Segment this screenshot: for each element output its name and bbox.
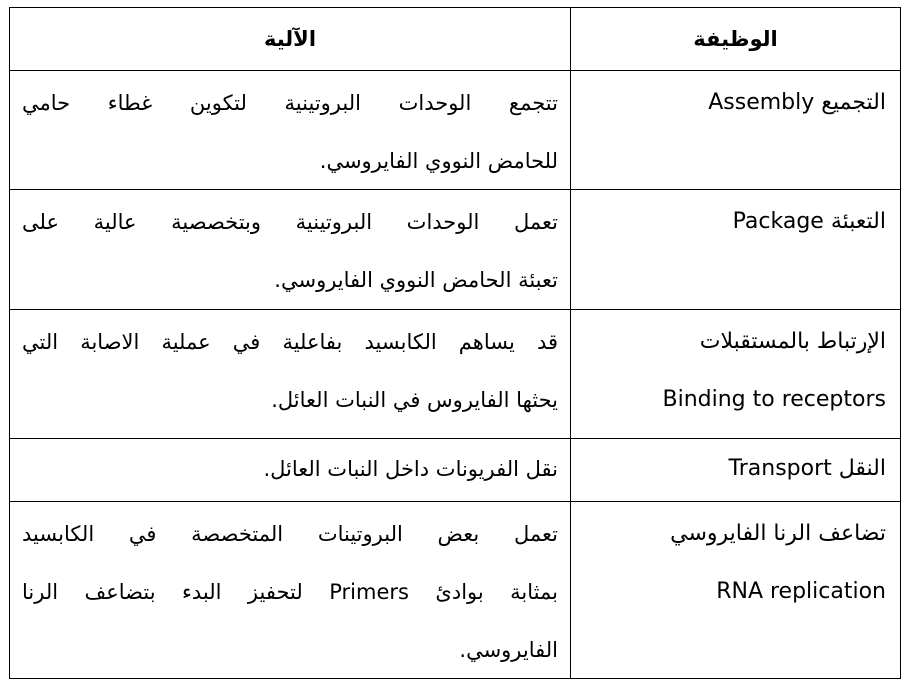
mechanism-text: تعبئة الحامض النووي الفايروسي. <box>274 268 558 292</box>
mechanism-cell <box>10 502 571 679</box>
function-cell <box>571 190 901 310</box>
function-mechanism-table <box>9 7 901 679</box>
header-mechanism: الآلية <box>10 8 571 71</box>
mechanism-cell <box>10 439 571 502</box>
function-text: التعبئة Package <box>732 209 886 234</box>
table-row <box>10 310 901 439</box>
function-text: التجميع Assembly <box>708 90 886 115</box>
header-row <box>10 8 901 71</box>
function-cell <box>571 71 901 190</box>
mechanism-cell <box>10 190 571 310</box>
header-function: الوظيفة <box>571 8 901 71</box>
function-text: النقل Transport <box>728 456 886 481</box>
table-row <box>10 439 901 502</box>
table-row <box>10 71 901 190</box>
mechanism-text: تعمل الوحدات البروتينية وبتخصصية عالية على <box>22 210 558 234</box>
mechanism-text: الفايروسي. <box>459 638 558 662</box>
mechanism-text: نقل الفريونات داخل النبات العائل. <box>263 457 558 481</box>
function-text-english: Binding to receptors <box>662 387 886 412</box>
table-row <box>10 190 901 310</box>
table-row <box>10 502 901 679</box>
function-text: تضاعف الرنا الفايروسي <box>670 521 886 546</box>
mechanism-text: يحثها الفايروس في النبات العائل. <box>271 388 558 412</box>
mechanism-cell <box>10 310 571 439</box>
mechanism-text: للحامض النووي الفايروسي. <box>319 149 558 173</box>
function-text: الإرتباط بالمستقبلات <box>699 329 886 354</box>
mechanism-text: تعمل بعض البروتينات المتخصصة في الكابسيد <box>22 522 558 546</box>
function-cell <box>571 310 901 439</box>
mechanism-text: تتجمع الوحدات البروتينية لتكوين غطاء حامي <box>22 91 558 115</box>
function-cell <box>571 502 901 679</box>
function-cell <box>571 439 901 502</box>
function-text-english: RNA replication <box>716 579 886 604</box>
mechanism-text: بمثابة بوادئ Primers لتحفيز البدء بتضاعف الرنا <box>22 580 558 604</box>
mechanism-cell <box>10 71 571 190</box>
mechanism-text: قد يساهم الكابسيد بفاعلية في عملية الاصابة التي <box>22 330 558 354</box>
